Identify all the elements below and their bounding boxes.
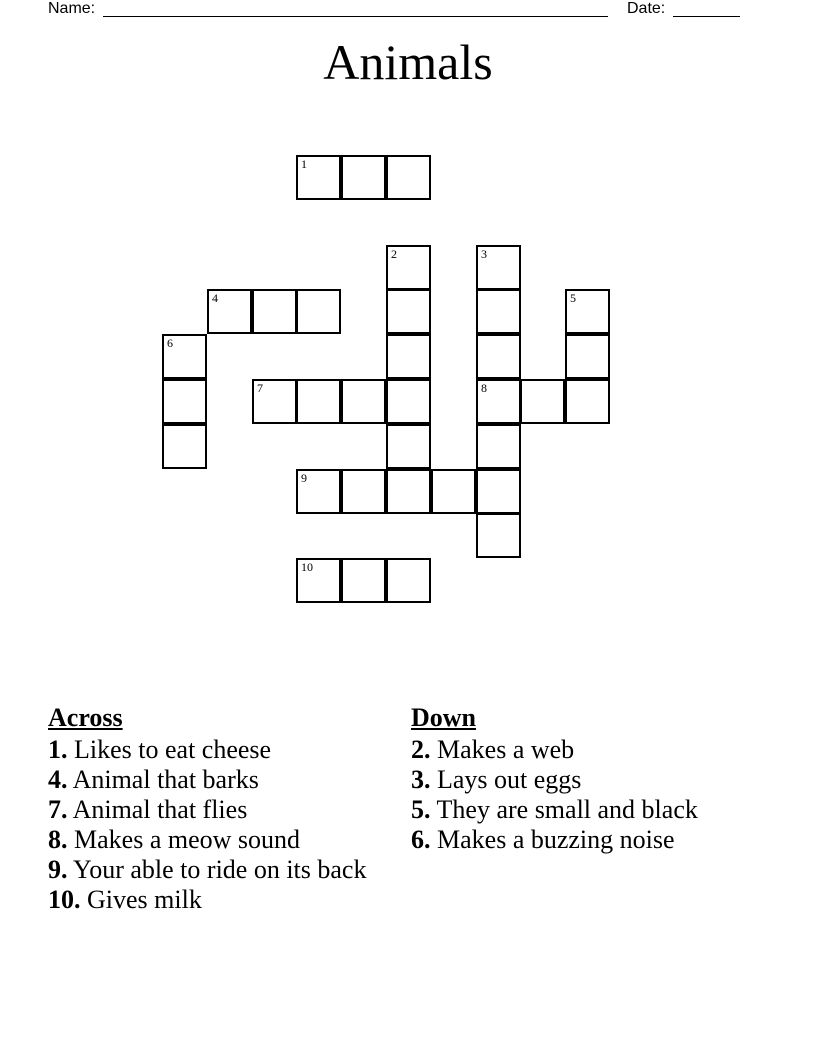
crossword-cell[interactable] (565, 379, 610, 424)
crossword-cell[interactable] (386, 424, 431, 469)
crossword-cell[interactable] (162, 424, 207, 469)
down-heading: Down (411, 703, 477, 732)
clue-text: Makes a meow sound (74, 825, 301, 854)
crossword-cell[interactable] (565, 289, 610, 334)
cell-number: 7 (257, 381, 263, 395)
clue-number: 4. (48, 765, 68, 794)
crossword-cell[interactable] (341, 469, 386, 514)
crossword-cell[interactable] (252, 289, 297, 334)
clue-text: Lays out eggs (437, 765, 582, 794)
clue-text: Animal that barks (72, 765, 259, 794)
clue-across-4 (48, 765, 368, 795)
clue-number: 8. (48, 825, 68, 854)
crossword-cell[interactable] (386, 334, 431, 379)
clue-across-8 (48, 825, 368, 855)
page-title: Animals (323, 34, 493, 90)
crossword-cell[interactable] (252, 379, 297, 424)
crossword-cell[interactable] (386, 245, 431, 290)
across-clues (48, 703, 368, 915)
cell-number: 6 (167, 336, 173, 350)
crossword-cell[interactable] (296, 289, 341, 334)
crossword-cell[interactable] (565, 334, 610, 379)
crossword-cell[interactable] (296, 155, 341, 200)
clue-number: 7. (48, 795, 68, 824)
clue-across-10 (48, 885, 368, 915)
cell-number: 5 (570, 291, 576, 305)
cell-number: 4 (212, 291, 218, 305)
crossword-cell[interactable] (296, 558, 341, 603)
crossword-cell[interactable] (520, 379, 565, 424)
clue-down-6 (411, 825, 771, 855)
clue-text: Likes to eat cheese (74, 735, 272, 764)
crossword-cell[interactable] (476, 513, 521, 558)
cell-number: 10 (301, 560, 313, 574)
cell-number: 1 (301, 157, 307, 171)
crossword-cell[interactable] (341, 558, 386, 603)
clue-number: 1. (48, 735, 68, 764)
down-clues (411, 703, 771, 855)
cell-number: 9 (301, 471, 307, 485)
crossword-cell[interactable] (476, 289, 521, 334)
clue-text: Gives milk (87, 885, 202, 914)
clue-down-2 (411, 735, 771, 765)
clue-text: Makes a buzzing noise (437, 825, 675, 854)
across-heading: Across (48, 703, 123, 732)
name-label: Name: (48, 0, 96, 17)
crossword-cell[interactable] (162, 379, 207, 424)
clue-text: Your able to ride on its back (73, 855, 367, 884)
crossword-cell[interactable] (386, 289, 431, 334)
clue-number: 5. (411, 795, 431, 824)
crossword-cell[interactable] (476, 334, 521, 379)
clue-down-5 (411, 795, 771, 825)
crossword-cell[interactable] (386, 379, 431, 424)
crossword-cell[interactable] (386, 155, 431, 200)
crossword-cell[interactable] (386, 558, 431, 603)
clue-across-1 (48, 735, 368, 765)
crossword-cell[interactable] (476, 424, 521, 469)
crossword-cell[interactable] (341, 379, 386, 424)
clue-text: They are small and black (436, 795, 698, 824)
crossword-cell[interactable] (296, 469, 341, 514)
date-label: Date: (627, 0, 666, 17)
cell-number: 3 (481, 247, 487, 261)
crossword-cell[interactable] (476, 379, 521, 424)
crossword-cell[interactable] (431, 469, 476, 514)
crossword-cell[interactable] (296, 379, 341, 424)
clue-number: 2. (411, 735, 431, 764)
clue-number: 9. (48, 855, 68, 884)
crossword-cell[interactable] (162, 334, 207, 379)
clue-number: 6. (411, 825, 431, 854)
clue-across-7 (48, 795, 368, 825)
cell-number: 8 (481, 381, 487, 395)
crossword-cell[interactable] (476, 469, 521, 514)
clue-text: Makes a web (437, 735, 575, 764)
crossword-cell[interactable] (341, 155, 386, 200)
crossword-cell[interactable] (386, 469, 431, 514)
clue-down-3 (411, 765, 771, 795)
clue-across-9 (48, 855, 368, 885)
crossword-cell[interactable] (476, 245, 521, 290)
clue-number: 3. (411, 765, 431, 794)
clue-text: Animal that flies (72, 795, 248, 824)
cell-number: 2 (391, 247, 397, 261)
crossword-cell[interactable] (207, 289, 252, 334)
clue-number: 10. (48, 885, 81, 914)
